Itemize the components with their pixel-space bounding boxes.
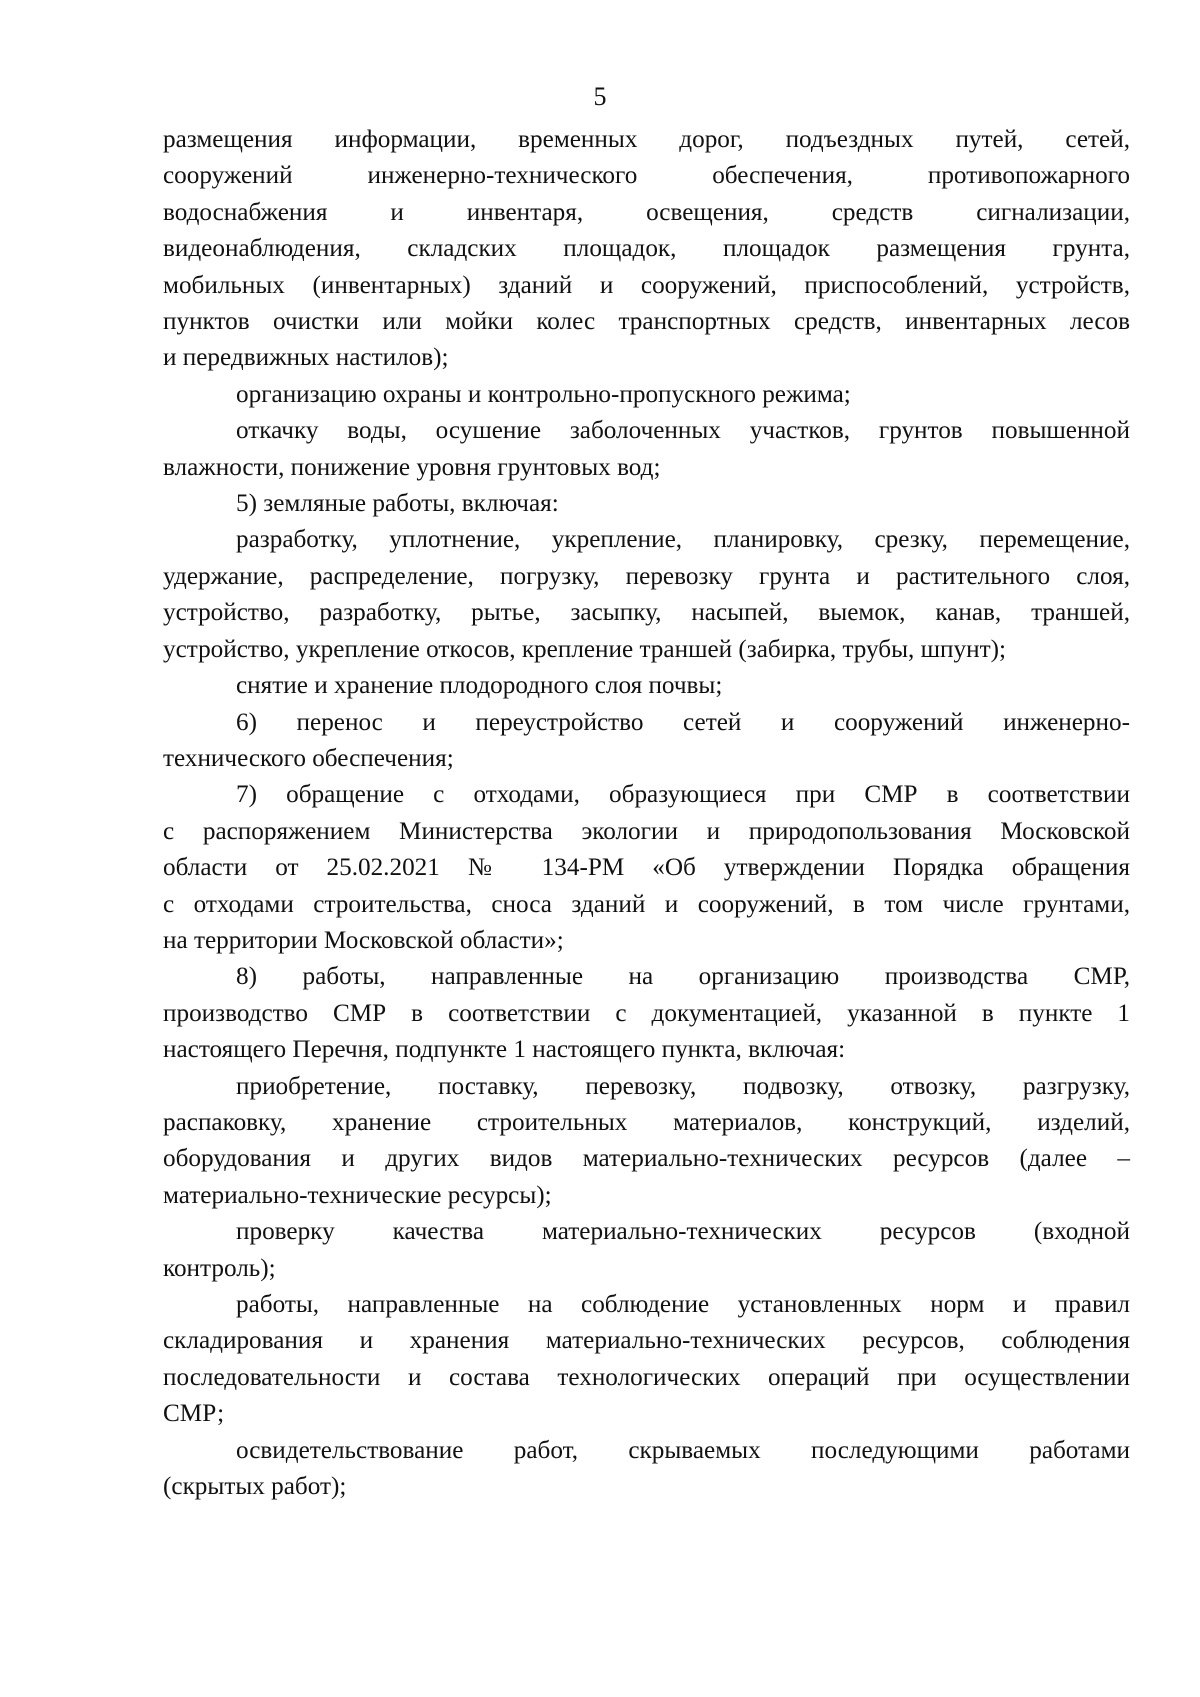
text-line: сооружений инженерно-технического обеспечения, противопожарного — [163, 162, 1130, 190]
text-line: настоящего Перечня, подпункте 1 настоящего пункта, включая: — [163, 1036, 846, 1064]
text-line: водоснабжения и инвентаря, освещения, средств сигнализации, — [163, 198, 1130, 226]
paragraph — [163, 1214, 1130, 1287]
text-line: влажности, понижение уровня грунтовых вод; — [163, 453, 661, 481]
text-line: распаковку, хранение строительных материалов, конструкций, изделий, — [163, 1108, 1130, 1136]
text-line: производство СМР в соответствии с документацией, указанной в пункте 1 — [163, 999, 1130, 1027]
text-line: оборудования и других видов материально-технических ресурсов (далее – — [163, 1145, 1130, 1173]
page-number: 5 — [593, 82, 607, 111]
paragraph — [163, 377, 1130, 413]
text-line: 6) перенос и переустройство сетей и сооружений инженерно- — [236, 708, 1130, 736]
text-line: (скрытых работ); — [163, 1473, 347, 1501]
document-body — [163, 122, 1130, 1505]
text-line: устройство, укрепление откосов, крепление траншей (забирка, трубы, шпунт); — [163, 635, 1006, 663]
text-line: последовательности и состава технологических операций при осуществлении — [163, 1363, 1130, 1391]
text-line: на территории Московской области»; — [163, 926, 564, 954]
text-line: размещения информации, временных дорог, подъездных путей, сетей, — [163, 126, 1130, 153]
text-line: контроль); — [163, 1254, 276, 1282]
text-line: снятие и хранение плодородного слоя почвы; — [236, 672, 723, 700]
text-line: складирования и хранения материально-технических ресурсов, соблюдения — [163, 1327, 1130, 1355]
paragraph — [163, 122, 1130, 377]
text-line: приобретение, поставку, перевозку, подвозку, отвозку, разгрузку, — [236, 1072, 1130, 1100]
text-line: откачку воды, осушение заболоченных участков, грунтов повышенной — [236, 417, 1130, 445]
text-line: с распоряжением Министерства экологии и природопользования Московской — [163, 817, 1130, 845]
paragraph — [163, 413, 1130, 486]
paragraph — [163, 486, 1130, 522]
text-line: мобильных (инвентарных) зданий и сооружений, приспособлений, устройств, — [163, 271, 1130, 299]
text-line: проверку качества материально-технических ресурсов (входной — [236, 1218, 1130, 1246]
text-line: видеонаблюдения, складских площадок, площадок размещения грунта, — [163, 235, 1130, 263]
text-line: пунктов очистки или мойки колес транспортных средств, инвентарных лесов — [163, 308, 1130, 336]
text-line: освидетельствование работ, скрываемых последующими работами — [236, 1436, 1130, 1464]
paragraph — [163, 705, 1130, 778]
paragraph — [163, 522, 1130, 668]
paragraph — [163, 1287, 1130, 1433]
text-line: 8) работы, направленные на организацию производства СМР, — [236, 963, 1130, 991]
text-line: и передвижных настилов); — [163, 344, 449, 372]
text-line: разработку, уплотнение, укрепление, планировку, срезку, перемещение, — [236, 526, 1130, 554]
paragraph — [163, 959, 1130, 1068]
text-line: технического обеспечения; — [163, 744, 454, 772]
text-line: области от 25.02.2021 № 134-РМ «Об утверждении Порядка обращения — [163, 854, 1130, 882]
text-line: 7) обращение с отходами, образующиеся при СМР в соответствии — [236, 781, 1130, 809]
paragraph — [163, 668, 1130, 704]
text-line: удержание, распределение, погрузку, перевозку грунта и растительного слоя, — [163, 562, 1130, 590]
text-line: устройство, разработку, рытье, засыпку, насыпей, выемок, канав, траншей, — [163, 599, 1130, 627]
paragraph — [163, 1069, 1130, 1215]
text-line: СМР; — [163, 1400, 225, 1428]
text-line: 5) земляные работы, включая: — [236, 490, 559, 518]
paragraph — [163, 1433, 1130, 1506]
text-line: работы, направленные на соблюдение установленных норм и правил — [236, 1291, 1130, 1318]
text-line: организацию охраны и контрольно-пропускного режима; — [236, 380, 851, 408]
paragraph — [163, 777, 1130, 959]
text-line: материально-технические ресурсы); — [163, 1181, 552, 1209]
text-line: с отходами строительства, сноса зданий и сооружений, в том числе грунтами, — [163, 890, 1130, 918]
